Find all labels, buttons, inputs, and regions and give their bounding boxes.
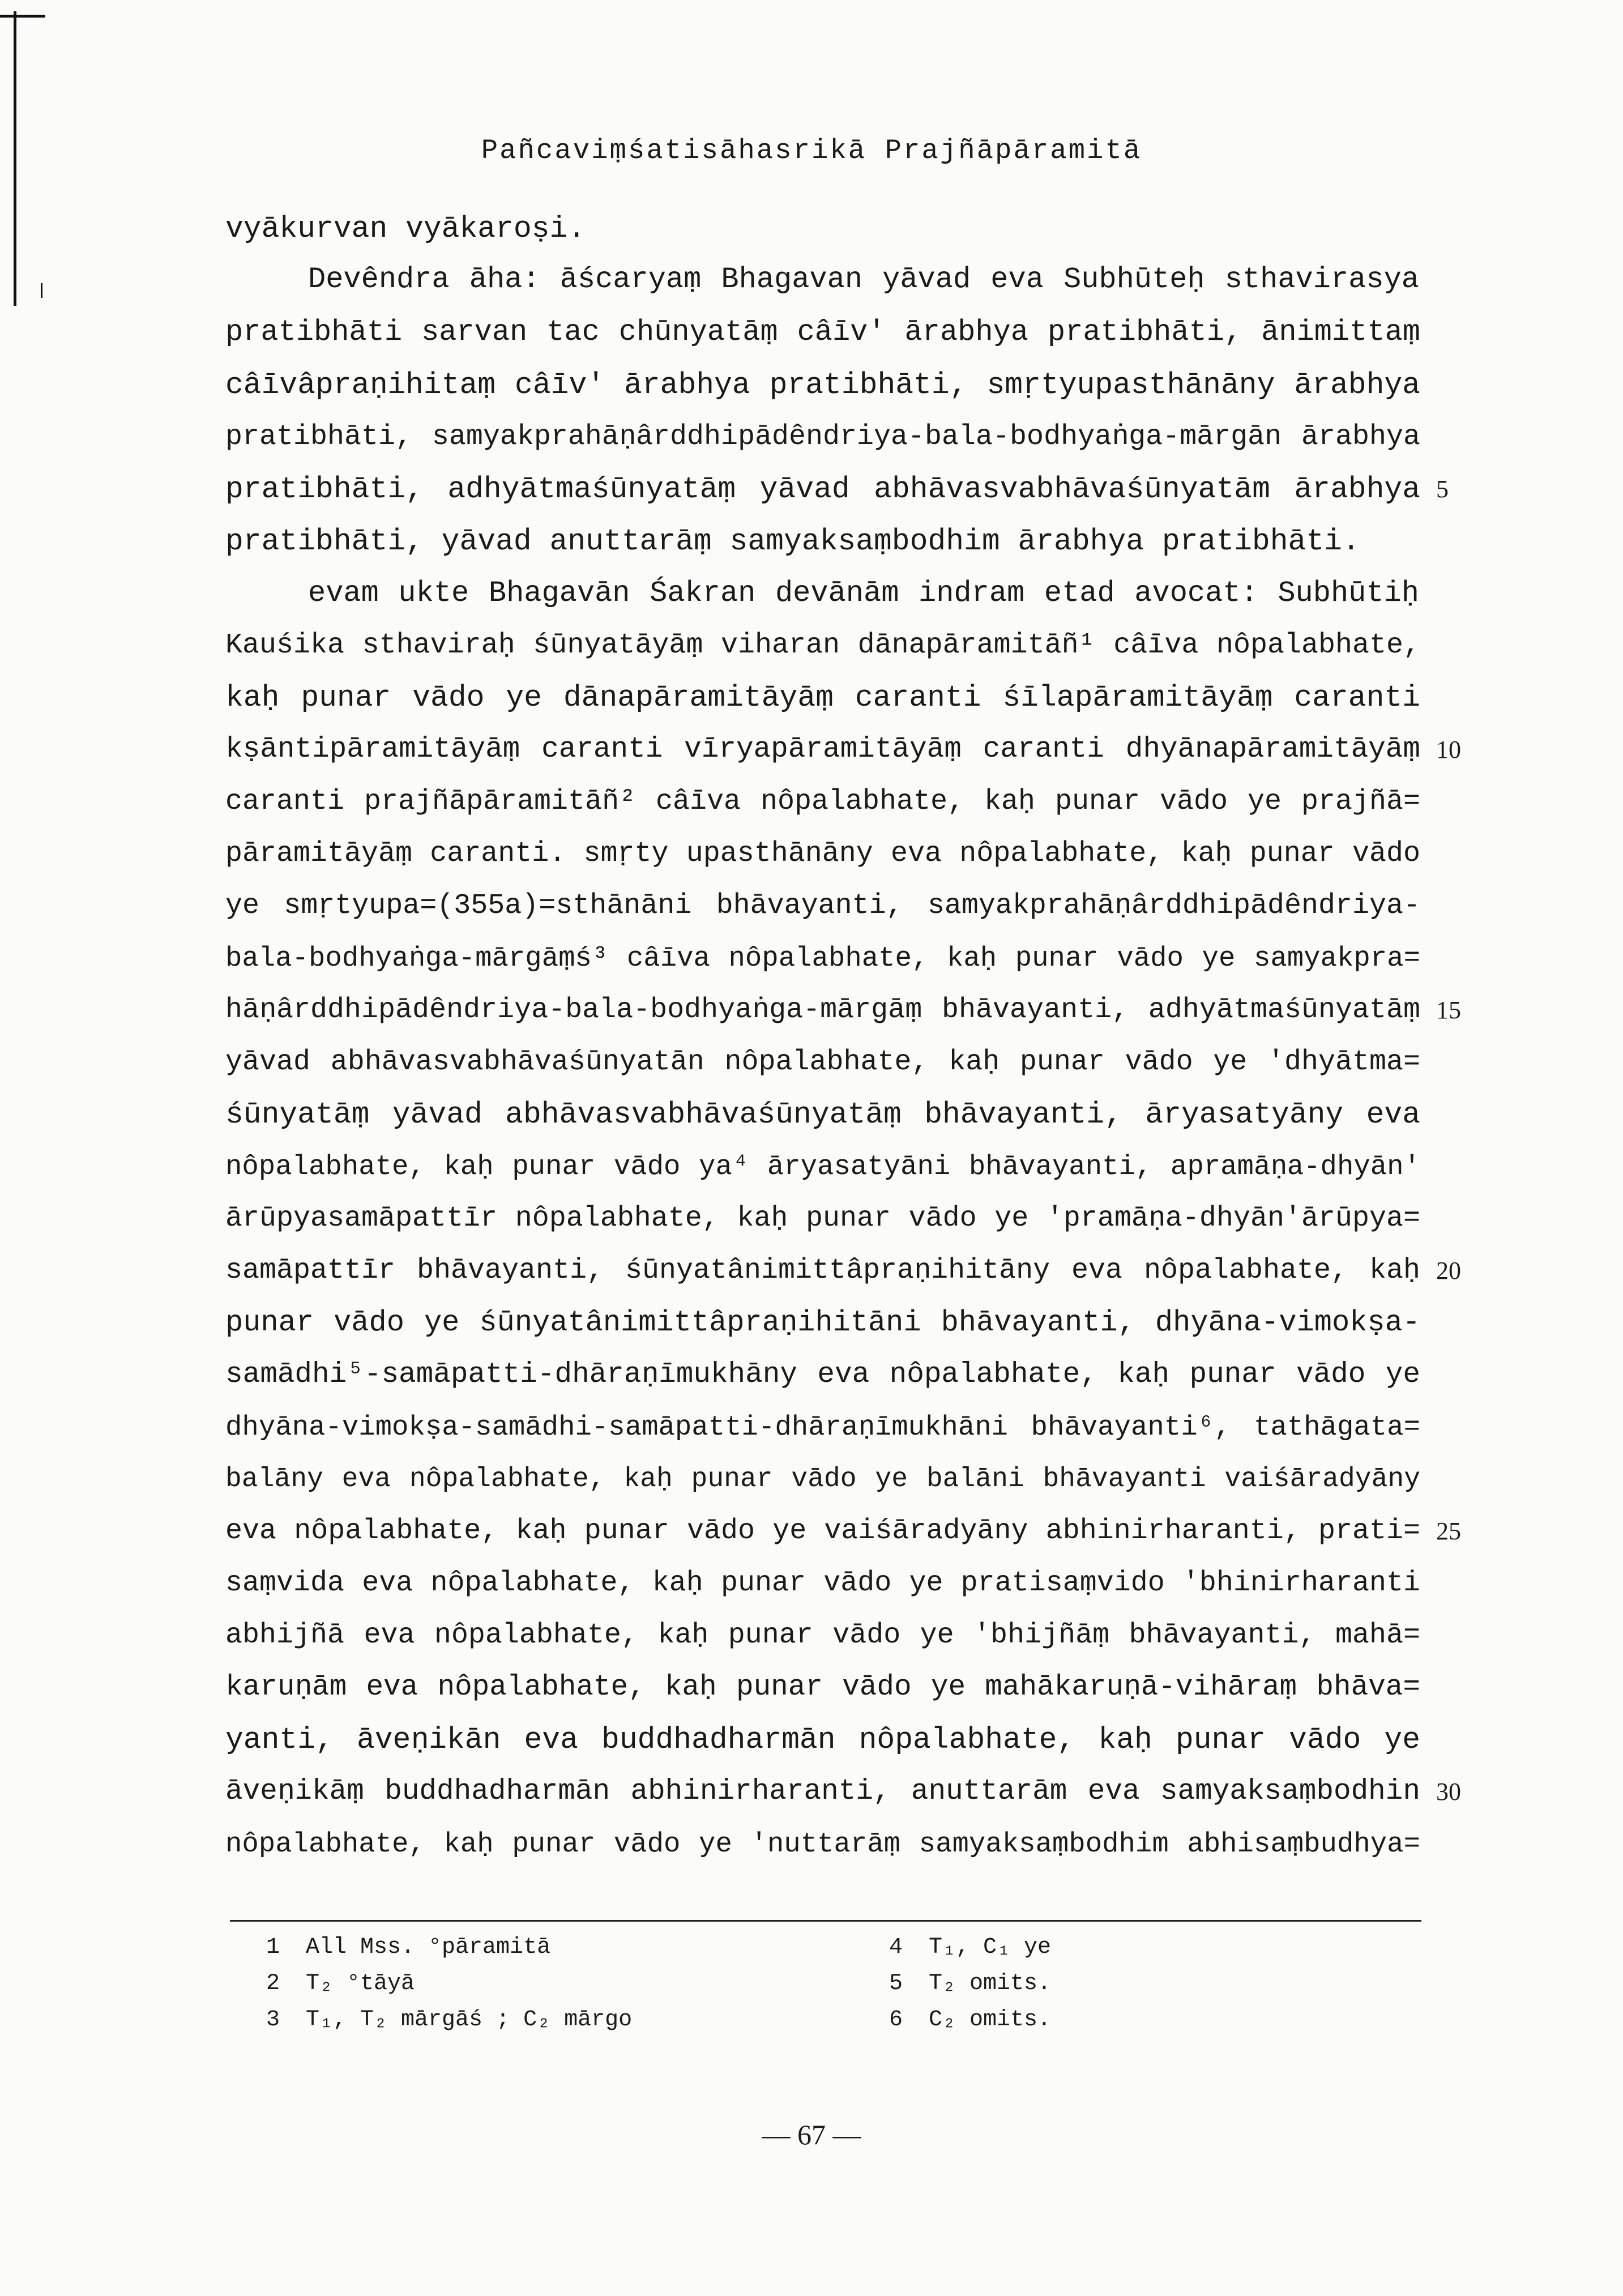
text-line: pratibhāti sarvan tac chūnyatāṃ câīv' ārabhya pratibhāti, ānimittaṃ — [225, 315, 1420, 349]
footnote: 2 T₂ °tāyā — [266, 1971, 415, 1996]
text-line: pāramitāyāṃ caranti. smṛty upasthānāny eva nôpalabhate, kaḥ punar vādo — [225, 838, 1420, 870]
text-line: hāṇârddhipādêndriya-bala-bodhyaṅga-mārgāṃ bhāvayanti, adhyātmaśūnyatāṃ — [225, 994, 1420, 1026]
text-line: pratibhāti, samyakprahāṇârddhipādêndriya-bala-bodhyaṅga-mārgān ārabhya — [225, 421, 1420, 453]
footnote: 4 T₁, C₁ ye — [889, 1935, 1052, 1960]
line-number: 15 — [1436, 996, 1461, 1024]
text-line: karuṇām eva nôpalabhate, kaḥ punar vādo ye mahākaruṇā-vihāraṃ bhāva= — [225, 1671, 1420, 1704]
footnote: 6 C₂ omits. — [889, 2007, 1052, 2033]
text-line: bala-bodhyaṅga-mārgāṃś³ câīva nôpalabhate, kaḥ punar vādo ye samyakpra= — [225, 942, 1420, 974]
text-line: eva nôpalabhate, kaḥ punar vādo ye vaiśāradyāny abhinirharanti, prati= — [225, 1515, 1420, 1547]
crop-mark-horizontal — [0, 15, 45, 18]
text-line: kaḥ punar vādo ye dānapāramitāyāṃ caranti śīlapāramitāyāṃ caranti — [225, 681, 1420, 715]
text-line: ārūpyasamāpattīr nôpalabhate, kaḥ punar vādo ye 'pramāṇa-dhyān'ārūpya= — [225, 1202, 1420, 1235]
text-line: punar vādo ye śūnyatânimittâpraṇihitāni bhāvayanti, dhyāna-vimokṣa- — [225, 1306, 1420, 1339]
footnote-rule — [230, 1920, 1421, 1922]
text-line: samāpattīr bhāvayanti, śūnyatânimittâpraṇihitāny eva nôpalabhate, kaḥ — [225, 1254, 1420, 1287]
text-line: evam ukte Bhagavān Śakran devānām indram etad avocat: Subhūtiḥ — [308, 577, 1419, 610]
text-line: balāny eva nôpalabhate, kaḥ punar vādo ye balāni bhāvayanti vaiśāradyāny — [225, 1464, 1420, 1495]
text-line: caranti prajñāpāramitāñ² câīva nôpalabhate, kaḥ punar vādo ye prajñā= — [225, 786, 1420, 818]
line-number: 25 — [1436, 1517, 1461, 1545]
text-line: vyākurvan vyākaroṣi. — [225, 212, 586, 246]
line-number: 30 — [1436, 1778, 1461, 1806]
text-line: āveṇikāṃ buddhadharmān abhinirharanti, anuttarām eva samyaksaṃbodhin — [225, 1776, 1420, 1808]
page-number: — 67 — — [762, 2119, 861, 2150]
text-line: pratibhāti, adhyātmaśūnyatāṃ yāvad abhāvasvabhāvaśūnyatām ārabhya — [225, 472, 1420, 506]
text-line: abhijñā eva nôpalabhate, kaḥ punar vādo ye 'bhijñāṃ bhāvayanti, mahā= — [225, 1619, 1420, 1651]
text-line: śūnyatāṃ yāvad abhāvasvabhāvaśūnyatāṃ bhāvayanti, āryasatyāny eva — [225, 1098, 1420, 1132]
text-line: saṃvida eva nôpalabhate, kaḥ punar vādo ye pratisaṃvido 'bhinirharanti — [225, 1567, 1420, 1599]
text-line: yāvad abhāvasvabhāvaśūnyatān nôpalabhate, kaḥ punar vādo ye 'dhyātma= — [225, 1046, 1420, 1078]
line-number: 20 — [1436, 1257, 1461, 1284]
line-number: 10 — [1436, 736, 1461, 763]
text-line: yanti, āveṇikān eva buddhadharmān nôpalabhate, kaḥ punar vādo ye — [225, 1723, 1420, 1757]
text-line: nôpalabhate, kaḥ punar vādo ya⁴ āryasatyāni bhāvayanti, apramāṇa-dhyān' — [225, 1151, 1420, 1183]
text-line: samādhi⁵-samāpatti-dhāraṇīmukhāny eva nôpalabhate, kaḥ punar vādo ye — [225, 1359, 1420, 1391]
footnote: 5 T₂ omits. — [889, 1971, 1052, 1996]
text-line: Kauśika sthaviraḥ śūnyatāyāṃ viharan dānapāramitāñ¹ câīva nôpalabhate, — [225, 629, 1420, 662]
text-line: ye smṛtyupa=(355a)=sthānāni bhāvayanti, samyakprahāṇârddhipādêndriya- — [225, 890, 1420, 922]
footnote: 1 All Mss. °pāramitā — [266, 1935, 551, 1960]
text-line: Devêndra āha: āścaryaṃ Bhagavan yāvad eva Subhūteḥ sthavirasya — [308, 263, 1419, 296]
running-header: Pañcaviṃśatisāhasrikā Prajñāpāramitā — [481, 135, 1142, 167]
text-line: dhyāna-vimokṣa-samādhi-samāpatti-dhāraṇīmukhāni bhāvayanti⁶, tathāgata= — [225, 1411, 1420, 1443]
text-line: câīvâpraṇihitaṃ câīv' ārabhya pratibhāti, smṛtyupasthānāny ārabhya — [225, 368, 1420, 402]
text-line: nôpalabhate, kaḥ punar vādo ye 'nuttarāṃ samyaksaṃbodhim abhisaṃbudhya= — [225, 1828, 1420, 1860]
crop-mark-tick — [41, 283, 42, 298]
text-line: pratibhāti, yāvad anuttarāṃ samyaksaṃbodhim ārabhya pratibhāti. — [225, 524, 1360, 558]
line-number: 5 — [1436, 475, 1449, 503]
text-line: kṣāntipāramitāyāṃ caranti vīryapāramitāyāṃ caranti dhyānapāramitāyāṃ — [225, 733, 1420, 766]
footnote: 3 T₁, T₂ mārgāś ; C₂ mārgo — [266, 2007, 633, 2033]
